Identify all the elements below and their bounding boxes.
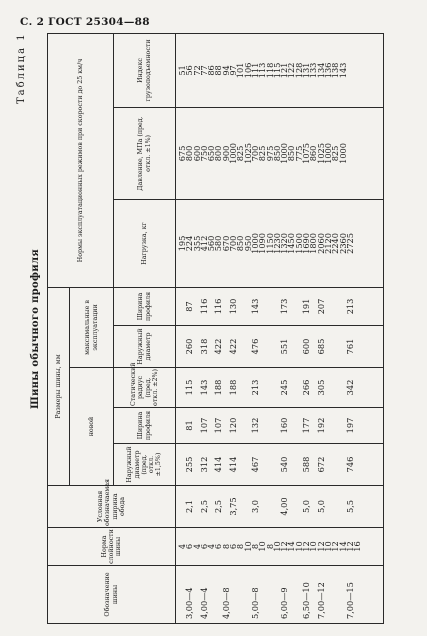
cell-load-index-19: 134: [315, 62, 326, 79]
cell-load-17: 1690: [301, 233, 312, 254]
cell-pressure-23: [347, 108, 354, 199]
cell-new-radius-21: [332, 368, 339, 407]
cell-new-outer-11: [259, 444, 266, 485]
cell-new-width-19: 192: [315, 417, 326, 434]
cell-designation-3: 4,00—4: [198, 587, 209, 619]
cell-ply-rating-25: [361, 528, 368, 565]
cell-ply-rating-10: 8: [249, 543, 260, 550]
cell-new-radius-15: [288, 368, 295, 407]
header-new-group: новой: [70, 368, 114, 486]
cell-pressure-5: 800: [213, 145, 224, 162]
cell-rim-width-25: [361, 486, 368, 527]
column-max-outer-diameter: [176, 326, 384, 368]
cell-rim-width-10: 3,0: [249, 499, 260, 514]
cell-rim-width-21: [332, 486, 339, 527]
cell-ply-rating-20: 10: [322, 541, 333, 552]
tire-table: [47, 33, 384, 624]
cell-designation-23: 7,00—15: [344, 582, 355, 619]
cell-load-24: [354, 200, 361, 287]
cell-pressure-17: 1075: [301, 143, 312, 164]
cell-rim-width-20: [325, 486, 332, 527]
cell-ply-rating-23: 12: [344, 541, 355, 552]
cell-new-outer-3: 312: [198, 456, 209, 473]
cell-ply-rating-14: 12: [279, 541, 290, 552]
cell-new-width-5: 107: [213, 417, 224, 434]
cell-new-width-21: [332, 408, 339, 443]
cell-rim-width-8: [237, 486, 244, 527]
cell-max-outer-19: 685: [315, 338, 326, 355]
cell-max-outer-24: [354, 326, 361, 367]
header-static-radius: Статический радиус (пред. откл. ±2%): [114, 368, 176, 408]
cell-rim-width-23: 5,5: [344, 499, 355, 514]
cell-load-index-16: 128: [293, 62, 304, 79]
cell-pressure-24: [354, 108, 361, 199]
cell-load-5: 580: [213, 235, 224, 252]
cell-load-index-21: 138: [330, 62, 341, 79]
cell-load-16: 1500: [293, 233, 304, 254]
cell-pressure-14: 1000: [279, 143, 290, 164]
cell-designation-6: 4,00—8: [220, 587, 231, 619]
cell-load-13: 1230: [271, 233, 282, 254]
cell-ply-rating-13: 10: [271, 541, 282, 552]
cell-load-18: 1800: [308, 233, 319, 254]
cell-ply-rating-18: 10: [308, 541, 319, 552]
cell-max-width-7: 130: [228, 298, 239, 315]
cell-load-4: 560: [206, 235, 217, 252]
header-norms-group: Нормы эксплуатационных режимов при скорости до 25 км/ч: [48, 33, 114, 287]
cell-load-index-5: 88: [213, 65, 224, 76]
cell-rim-width-14: 4,00: [279, 497, 290, 516]
cell-load-12: 1150: [264, 233, 275, 254]
cell-load-1: 224: [184, 235, 195, 252]
cell-max-width-15: [288, 288, 295, 325]
column-rim-width: [176, 486, 384, 528]
cell-load-index-0: 51: [177, 65, 187, 76]
header-rim-width: Условная обозначаемая ширина обода: [48, 486, 176, 528]
cell-max-width-14: 173: [279, 298, 290, 315]
cell-max-width-21: [332, 288, 339, 325]
cell-new-outer-1: 255: [184, 456, 195, 473]
cell-load-index-12: 118: [264, 62, 275, 79]
cell-new-outer-5: 414: [213, 456, 224, 473]
cell-max-width-8: [237, 288, 244, 325]
cell-load-index-23: [347, 34, 354, 107]
cell-new-outer-15: [288, 444, 295, 485]
cell-rim-width-12: [267, 486, 274, 527]
cell-load-2: 355: [191, 235, 202, 252]
cell-new-width-17: 177: [301, 417, 312, 434]
cell-new-radius-7: 188: [228, 379, 239, 396]
page-header: С. 2 ГОСТ 25304—88: [20, 16, 150, 28]
cell-max-outer-12: [267, 326, 274, 367]
cell-max-width-23: 213: [344, 298, 355, 315]
cell-designation-12: [267, 566, 274, 623]
cell-rim-width-7: 3,75: [228, 497, 239, 516]
cell-load-index-6: 94: [220, 65, 231, 76]
cell-ply-rating-6: 8: [220, 543, 231, 550]
cell-rim-width-1: 2,1: [184, 499, 195, 514]
cell-rim-width-3: 2,5: [198, 499, 209, 514]
cell-load-22: 2360: [337, 233, 348, 254]
cell-new-radius-20: [325, 368, 332, 407]
cell-load-index-24: [354, 34, 361, 107]
cell-load-index-8: 101: [235, 62, 246, 79]
cell-new-radius-19: 305: [315, 379, 326, 396]
cell-max-outer-3: 318: [198, 338, 209, 355]
cell-max-outer-14: 551: [279, 338, 290, 355]
table-number-label: Таблица 1: [16, 32, 27, 104]
cell-new-radius-14: 245: [279, 379, 290, 396]
header-sizes-group: Размеры шины, мм: [48, 287, 70, 485]
cell-new-radius-23: 342: [344, 379, 355, 396]
cell-load-0: 195: [177, 235, 187, 252]
cell-new-outer-8: [237, 444, 244, 485]
cell-load-index-9: 106: [242, 62, 253, 79]
cell-designation-10: 5,00—8: [249, 587, 260, 619]
cell-rim-width-15: [288, 486, 295, 527]
cell-new-outer-10: 467: [249, 456, 260, 473]
cell-pressure-21: 825: [330, 145, 341, 162]
header-max-outer-diameter: Наружный диаметр: [114, 326, 176, 368]
cell-ply-rating-1: 6: [184, 543, 195, 550]
cell-load-index-3: 77: [198, 65, 209, 76]
cell-max-width-20: [325, 288, 332, 325]
column-static-radius: [176, 368, 384, 408]
cell-new-width-25: [361, 408, 368, 443]
cell-designation-14: 6,00—9: [279, 587, 290, 619]
cell-designation-1: 3,00—4: [184, 587, 195, 619]
header-new-profile-width: Ширина профиля: [114, 408, 176, 444]
cell-max-outer-11: [259, 326, 266, 367]
cell-load-index-25: [361, 34, 368, 107]
cell-pressure-6: 900: [220, 145, 231, 162]
cell-designation-7: [230, 566, 237, 623]
cell-load-25: [361, 200, 368, 287]
cell-ply-rating-0: 4: [177, 543, 187, 550]
cell-designation-25: [361, 566, 368, 623]
cell-new-radius-11: [259, 368, 266, 407]
cell-designation-20: [325, 566, 332, 623]
cell-new-outer-19: 672: [315, 456, 326, 473]
header-load-index: Индекс грузоподъемности: [114, 33, 176, 107]
cell-new-width-20: [325, 408, 332, 443]
cell-ply-rating-11: 10: [257, 541, 268, 552]
cell-max-outer-8: [237, 326, 244, 367]
cell-max-width-1: 87: [184, 301, 195, 312]
column-max-profile-width: [176, 287, 384, 325]
cell-new-outer-20: [325, 444, 332, 485]
cell-new-outer-25: [361, 444, 368, 485]
cell-new-radius-3: 143: [198, 379, 209, 396]
cell-load-index-22: 143: [337, 62, 348, 79]
cell-pressure-18: 860: [308, 145, 319, 162]
cell-ply-rating-16: 10: [293, 541, 304, 552]
cell-new-outer-21: [332, 444, 339, 485]
cell-pressure-12: 975: [264, 145, 275, 162]
cell-new-radius-8: [237, 368, 244, 407]
header-new-outer-diameter: Наружный диаметр (пред. откл. ±1,5%): [114, 444, 176, 486]
cell-max-outer-5: 422: [213, 338, 224, 355]
cell-load-index-14: 121: [279, 62, 290, 79]
cell-new-width-24: [354, 408, 361, 443]
cell-max-outer-10: 476: [249, 338, 260, 355]
cell-load-11: 1090: [257, 233, 268, 254]
cell-designation-8: [237, 566, 244, 623]
header-designation: Обозначение шины: [48, 566, 176, 624]
cell-max-outer-17: 600: [301, 338, 312, 355]
cell-load-index-18: 133: [308, 62, 319, 79]
header-load: Нагрузка, кг: [114, 199, 176, 287]
cell-designation-15: [288, 566, 295, 623]
cell-designation-17: 6,50—10: [301, 582, 312, 619]
cell-load-9: 950: [242, 235, 253, 252]
cell-max-outer-23: 761: [344, 338, 355, 355]
cell-pressure-22: 1000: [337, 143, 348, 164]
cell-max-width-25: [361, 288, 368, 325]
cell-designation-21: [332, 566, 339, 623]
header-max-profile-width: Ширина профиля: [114, 287, 176, 325]
cell-load-index-2: 72: [191, 65, 202, 76]
cell-max-outer-20: [325, 326, 332, 367]
column-pressure: [176, 107, 384, 199]
cell-load-21: 2240: [330, 233, 341, 254]
header-ply-rating: Норма слойности шины: [48, 528, 176, 566]
cell-load-20: 2120: [322, 233, 333, 254]
cell-new-outer-7: 414: [228, 456, 239, 473]
cell-new-radius-1: 115: [184, 379, 195, 396]
cell-pressure-1: 800: [184, 145, 195, 162]
cell-load-index-1: 56: [184, 65, 195, 76]
cell-new-outer-17: 588: [301, 456, 312, 473]
cell-ply-rating-8: 8: [235, 543, 246, 550]
cell-ply-rating-9: 10: [242, 541, 253, 552]
cell-rim-width-5: 2,5: [213, 499, 224, 514]
cell-load-index-11: 113: [257, 62, 268, 79]
cell-new-width-11: [259, 408, 266, 443]
column-new-outer-diameter: [176, 444, 384, 486]
cell-designation-24: [354, 566, 361, 623]
cell-ply-rating-2: 4: [191, 543, 202, 550]
cell-pressure-2: 600: [191, 145, 202, 162]
cell-load-23: 2725: [344, 233, 355, 254]
cell-new-width-12: [267, 408, 274, 443]
cell-load-index-15: 122: [286, 62, 297, 79]
cell-load-index-7: 97: [228, 65, 239, 76]
cell-pressure-7: 1000: [228, 143, 239, 164]
cell-load-14: 1320: [279, 233, 290, 254]
cell-ply-rating-24: 16: [352, 541, 363, 552]
cell-pressure-11: 825: [257, 145, 268, 162]
cell-max-width-17: 191: [301, 298, 312, 315]
cell-new-radius-10: 213: [249, 379, 260, 396]
cell-new-width-15: [288, 408, 295, 443]
cell-max-outer-15: [288, 326, 295, 367]
cell-max-width-24: [354, 288, 361, 325]
cell-pressure-13: 850: [271, 145, 282, 162]
cell-load-3: 412: [198, 235, 209, 252]
cell-load-15: 1450: [286, 233, 297, 254]
cell-max-width-10: 143: [249, 298, 260, 315]
cell-pressure-9: 1025: [242, 143, 253, 164]
cell-max-outer-21: [332, 326, 339, 367]
column-load-index: [176, 33, 384, 107]
cell-new-width-23: 197: [344, 417, 355, 434]
column-designation: [176, 566, 384, 624]
cell-load-index-20: 136: [322, 62, 333, 79]
cell-new-width-1: 81: [184, 420, 195, 431]
cell-load-index-17: 131: [301, 62, 312, 79]
cell-max-width-5: 116: [213, 298, 224, 315]
cell-rim-width-17: 5,0: [301, 499, 312, 514]
header-max-group: максимальные в эксплуатации: [70, 287, 114, 367]
cell-new-width-3: 107: [198, 417, 209, 434]
cell-load-index-10: 111: [249, 62, 260, 79]
cell-ply-rating-5: 6: [213, 543, 224, 550]
cell-load-7: 700: [228, 235, 239, 252]
cell-new-outer-23: 746: [344, 456, 355, 473]
cell-pressure-20: 1000: [322, 143, 333, 164]
cell-ply-rating-22: 14: [337, 541, 348, 552]
cell-pressure-16: 775: [293, 145, 304, 162]
cell-load-10: 1000: [249, 233, 260, 254]
cell-pressure-19: 1025: [315, 143, 326, 164]
cell-new-width-10: 132: [249, 417, 260, 434]
cell-ply-rating-12: 8: [264, 543, 275, 550]
cell-max-outer-25: [361, 326, 368, 367]
cell-designation-4: [208, 566, 215, 623]
cell-max-width-19: 207: [315, 298, 326, 315]
cell-rim-width-19: 5,0: [315, 499, 326, 514]
cell-designation-19: 7,00—12: [315, 582, 326, 619]
cell-load-6: 670: [220, 235, 231, 252]
cell-ply-rating-17: 12: [301, 541, 312, 552]
cell-ply-rating-19: 12: [315, 541, 326, 552]
cell-new-outer-24: [354, 444, 361, 485]
cell-max-outer-1: 260: [184, 338, 195, 355]
cell-pressure-10: 700: [249, 145, 260, 162]
cell-pressure-8: 825: [235, 145, 246, 162]
column-ply-rating: [176, 528, 384, 566]
cell-ply-rating-4: 4: [206, 543, 217, 550]
cell-new-radius-25: [361, 368, 368, 407]
cell-pressure-25: [361, 108, 368, 199]
header-pressure: Давление, МПа (пред. откл. ±1%): [114, 107, 176, 199]
cell-new-width-7: 120: [228, 417, 239, 434]
cell-load-8: 850: [235, 235, 246, 252]
table-caption: Шины обычного профиля: [30, 248, 41, 410]
cell-ply-rating-7: 6: [228, 543, 239, 550]
cell-new-radius-5: 188: [213, 379, 224, 396]
cell-new-radius-17: 266: [301, 379, 312, 396]
cell-rim-width-11: [259, 486, 266, 527]
cell-pressure-3: 750: [198, 145, 209, 162]
cell-new-outer-12: [267, 444, 274, 485]
cell-new-width-8: [237, 408, 244, 443]
cell-new-radius-24: [354, 368, 361, 407]
cell-designation-11: [259, 566, 266, 623]
cell-max-width-11: [259, 288, 266, 325]
cell-new-outer-14: 540: [279, 456, 290, 473]
column-new-profile-width: [176, 408, 384, 444]
cell-rim-width-24: [354, 486, 361, 527]
cell-max-width-12: [267, 288, 274, 325]
cell-ply-rating-15: 14: [286, 541, 297, 552]
cell-pressure-4: 650: [206, 145, 217, 162]
cell-load-index-13: 115: [271, 62, 282, 79]
cell-max-width-3: 116: [198, 298, 209, 315]
cell-pressure-15: 850: [286, 145, 297, 162]
cell-load-19: 2060: [315, 233, 326, 254]
cell-max-outer-7: 422: [228, 338, 239, 355]
rotated-table-block: [13, 34, 413, 624]
cell-ply-rating-21: 12: [330, 541, 341, 552]
cell-new-radius-12: [267, 368, 274, 407]
cell-new-width-14: 160: [279, 417, 290, 434]
cell-load-index-4: 86: [206, 65, 217, 76]
column-load: [176, 199, 384, 287]
cell-pressure-0: 675: [177, 145, 187, 162]
cell-ply-rating-3: 6: [198, 543, 209, 550]
